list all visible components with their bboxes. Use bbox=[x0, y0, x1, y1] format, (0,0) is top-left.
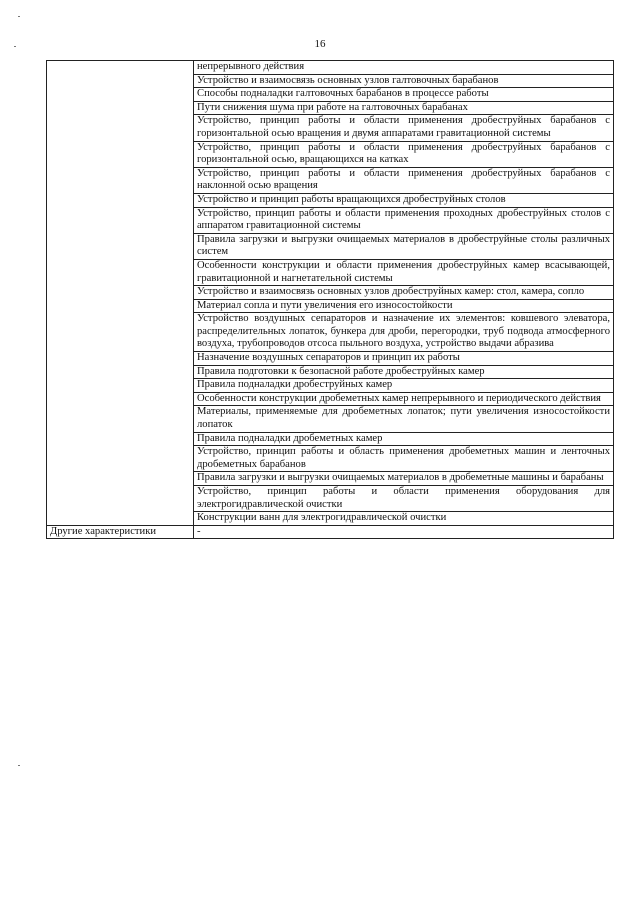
scan-speck bbox=[18, 765, 20, 766]
knowledge-cell: Устройство, принцип работы и области применения дробеструйных барабанов с наклонной осью вращения bbox=[194, 167, 614, 193]
knowledge-cell: Назначение воздушных сепараторов и принцип их работы bbox=[194, 352, 614, 366]
table-row bbox=[47, 61, 614, 75]
knowledge-cell: Устройство и взаимосвязь основных узлов галтовочных барабанов bbox=[194, 74, 614, 88]
knowledge-cell: Устройство и взаимосвязь основных узлов дробеструйных камер: стол, камера, сопло bbox=[194, 286, 614, 300]
scan-speck bbox=[14, 46, 16, 47]
knowledge-cell: Правила загрузки и выгрузки очищаемых материалов в дробеструйные столы различных систем bbox=[194, 233, 614, 259]
other-characteristics-value: - bbox=[194, 525, 614, 539]
knowledge-cell: непрерывного действия bbox=[194, 61, 614, 75]
knowledge-cell: Устройство воздушных сепараторов и назначение их элементов: ковшевого элеватора, распределительных лопаток, бункера для дроби, перегородки, труб подвода атмосферного воздуха, трубопроводов отсоса пыльного воздуха, устройство выдачи абразива bbox=[194, 313, 614, 352]
knowledge-cell: Устройство, принцип работы и области применения дробеструйных барабанов с горизонтальной осью вращения и двумя аппаратами гравитационной системы bbox=[194, 115, 614, 141]
knowledge-cell: Материалы, применяемые для дробеметных лопаток; пути увеличения износостойкости лопаток bbox=[194, 406, 614, 432]
knowledge-cell: Устройство, принцип работы и области применения оборудования для электрогидравлической очистки bbox=[194, 486, 614, 512]
knowledge-cell: Правила подналадки дробеметных камер bbox=[194, 432, 614, 446]
knowledge-cell: Устройство, принцип работы и области применения дробеструйных барабанов с горизонтальной осью, вращающихся на катках bbox=[194, 141, 614, 167]
knowledge-cell: Способы подналадки галтовочных барабанов в процессе работы bbox=[194, 88, 614, 102]
knowledge-cell: Особенности конструкции и области применения дробеструйных камер всасывающей, гравитационной и нагнетательной системы bbox=[194, 259, 614, 285]
scan-speck bbox=[18, 16, 20, 17]
knowledge-cell: Правила подналадки дробеструйных камер bbox=[194, 379, 614, 393]
requirements-table bbox=[46, 60, 614, 539]
table-row bbox=[47, 525, 614, 539]
other-characteristics-label: Другие характеристики bbox=[47, 525, 194, 539]
knowledge-cell: Устройство, принцип работы и области применения проходных дробеструйных столов с аппаратом гравитационной системы bbox=[194, 207, 614, 233]
knowledge-cell: Правила загрузки и выгрузки очищаемых материалов в дробеметные машины и барабаны bbox=[194, 472, 614, 486]
knowledge-cell: Устройство и принцип работы вращающихся дробеструйных столов bbox=[194, 193, 614, 207]
page-number: 16 bbox=[314, 38, 326, 50]
knowledge-cell: Пути снижения шума при работе на галтовочных барабанах bbox=[194, 101, 614, 115]
knowledge-cell: Конструкции ванн для электрогидравлической очистки bbox=[194, 512, 614, 526]
knowledge-cell: Особенности конструкции дробеметных камер непрерывного и периодического действия bbox=[194, 392, 614, 406]
left-column-cell-empty bbox=[47, 61, 194, 526]
knowledge-cell: Устройство, принцип работы и область применения дробеметных машин и ленточных дробеметных барабанов bbox=[194, 446, 614, 472]
knowledge-cell: Правила подготовки к безопасной работе дробеструйных камер bbox=[194, 365, 614, 379]
knowledge-cell: Материал сопла и пути увеличения его износостойкости bbox=[194, 299, 614, 313]
